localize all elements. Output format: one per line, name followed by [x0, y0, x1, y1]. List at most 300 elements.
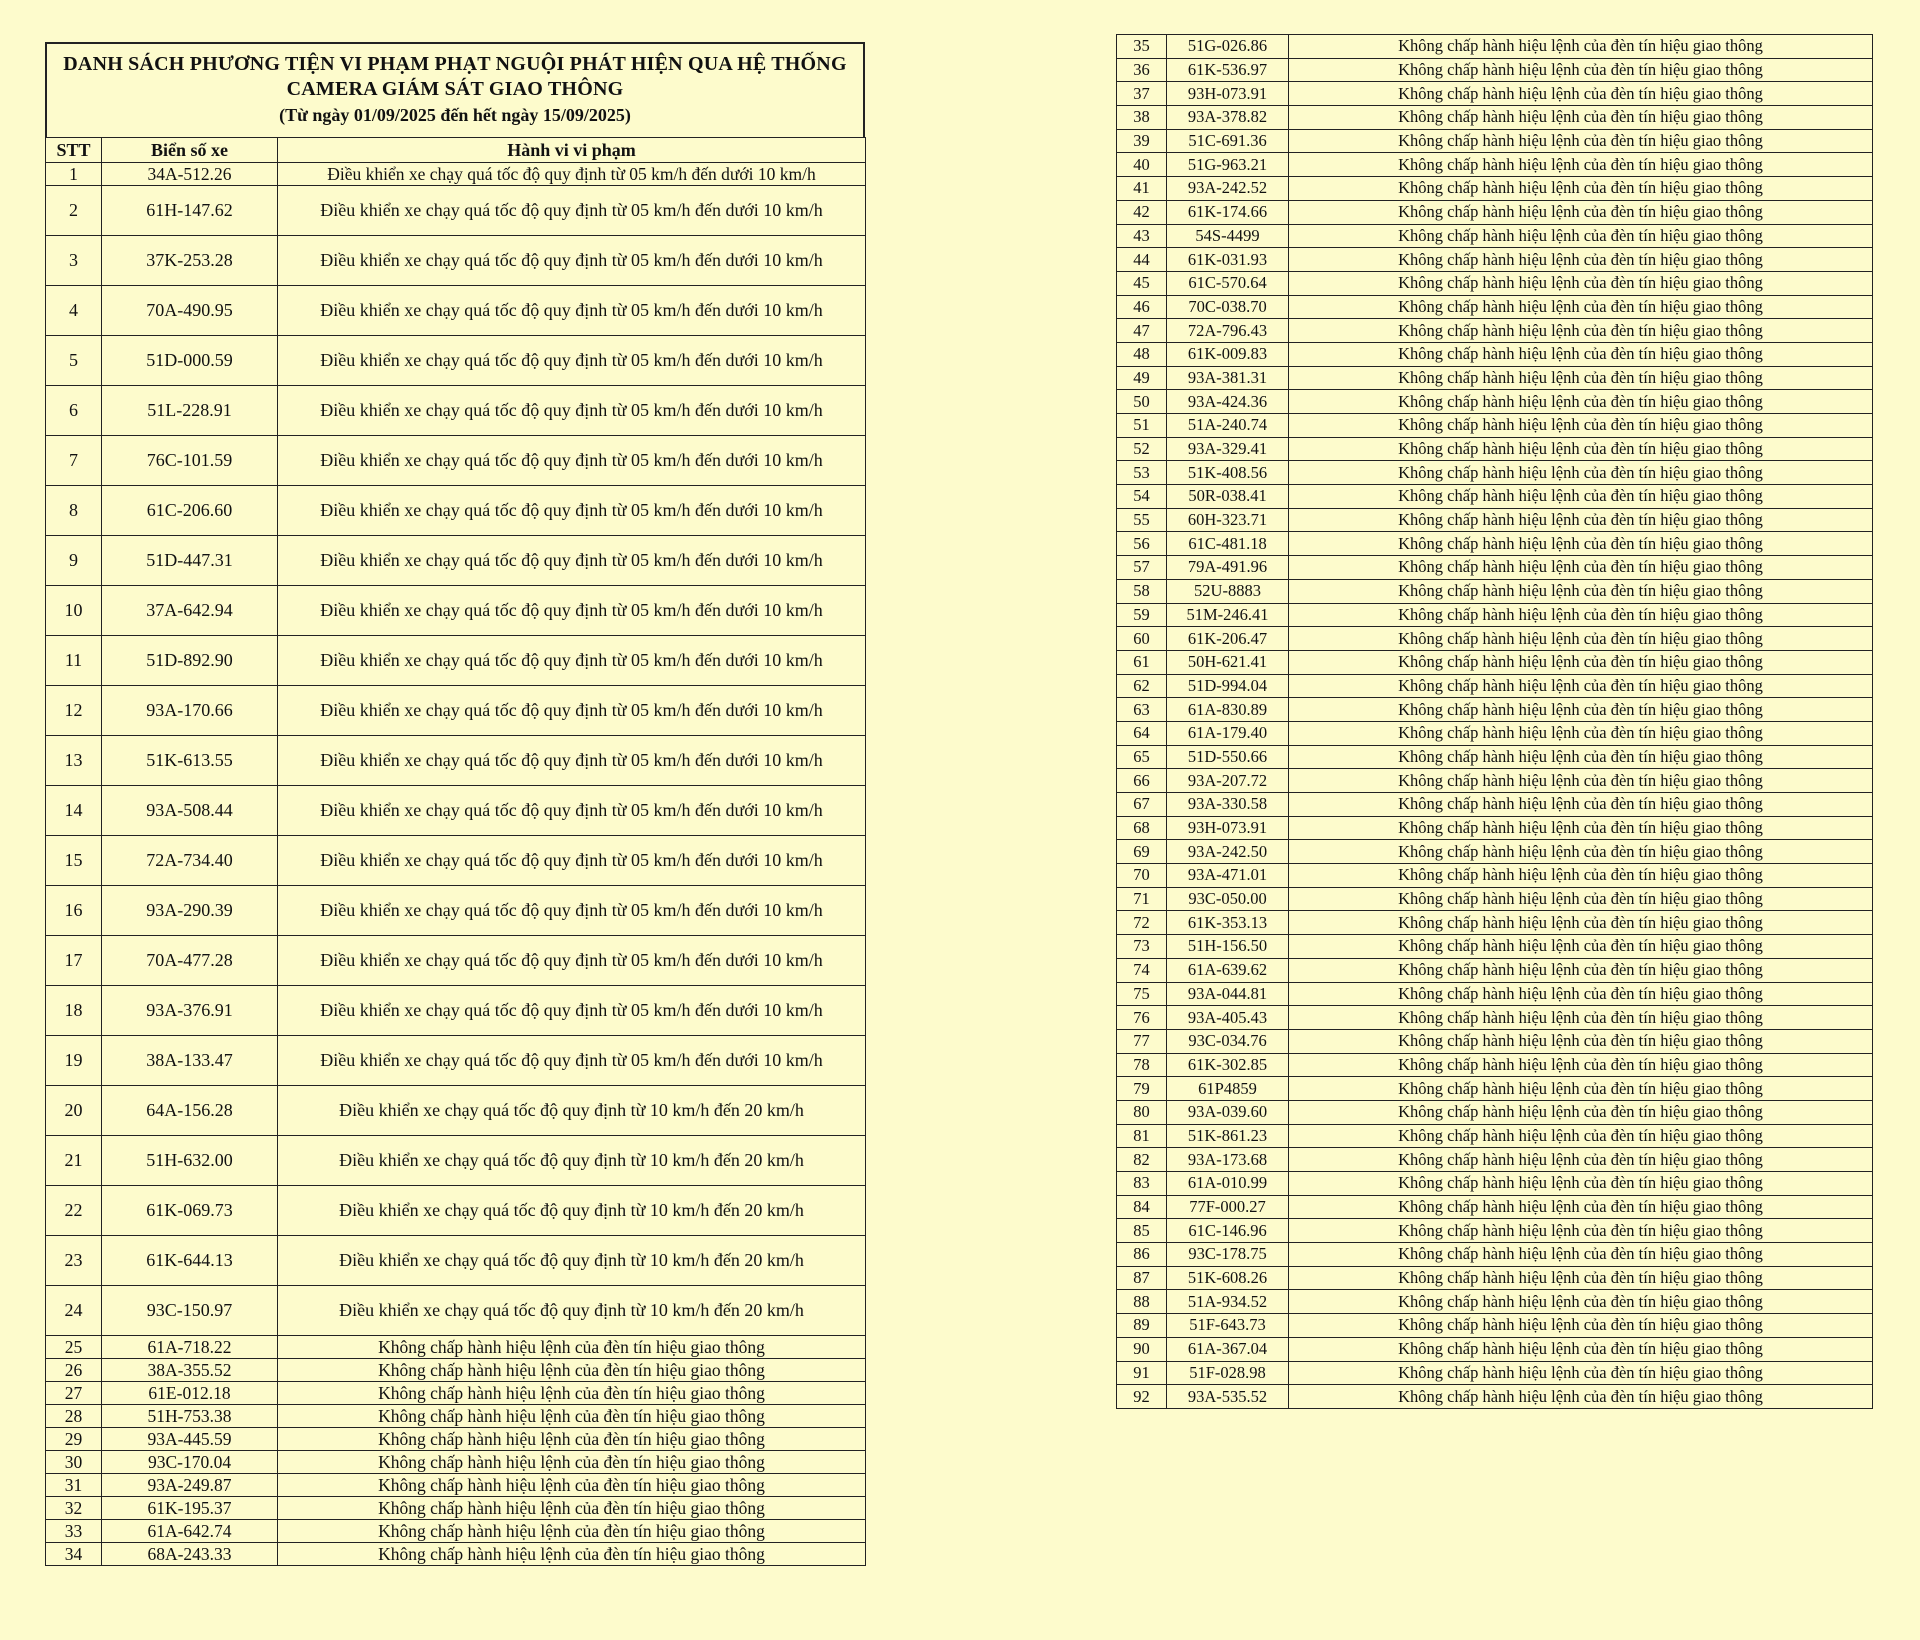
row-plate-cell: 51K-613.55	[102, 736, 278, 786]
row-violation-cell: Không chấp hành hiệu lệnh của đèn tín hiệu giao thông	[1289, 1124, 1873, 1148]
table-row	[46, 1286, 866, 1336]
table-row	[1117, 935, 1873, 959]
row-plate-cell: 93H-073.91	[1167, 816, 1289, 840]
row-violation-cell: Không chấp hành hiệu lệnh của đèn tín hiệu giao thông	[1289, 982, 1873, 1006]
row-violation-cell: Điều khiển xe chạy quá tốc độ quy định từ 05 km/h đến dưới 10 km/h	[278, 163, 866, 186]
row-plate-cell: 61K-174.66	[1167, 200, 1289, 224]
row-stt-cell: 48	[1117, 342, 1167, 366]
row-plate-cell: 51D-447.31	[102, 536, 278, 586]
row-stt-cell: 35	[1117, 35, 1167, 59]
document-title-line-1: DANH SÁCH PHƯƠNG TIỆN VI PHẠM PHẠT NGUỘI PHÁT HIỆN QUA HỆ THỐNG	[63, 53, 847, 75]
table-row	[1117, 153, 1873, 177]
row-plate-cell: 50R-038.41	[1167, 485, 1289, 509]
table-row	[46, 636, 866, 686]
row-violation-cell: Không chấp hành hiệu lệnh của đèn tín hiệu giao thông	[1289, 1243, 1873, 1267]
row-stt-cell: 45	[1117, 271, 1167, 295]
table-row	[1117, 1077, 1873, 1101]
table-row	[1117, 1361, 1873, 1385]
table-row	[1117, 627, 1873, 651]
row-stt-cell: 8	[46, 486, 102, 536]
row-violation-cell: Điều khiển xe chạy quá tốc độ quy định từ 10 km/h đến 20 km/h	[278, 1236, 866, 1286]
table-row	[46, 1451, 866, 1474]
row-violation-cell: Không chấp hành hiệu lệnh của đèn tín hiệu giao thông	[1289, 579, 1873, 603]
table-row	[1117, 295, 1873, 319]
row-violation-cell: Không chấp hành hiệu lệnh của đèn tín hiệu giao thông	[1289, 1077, 1873, 1101]
row-stt-cell: 6	[46, 386, 102, 436]
row-stt-cell: 17	[46, 936, 102, 986]
table-row	[1117, 461, 1873, 485]
table-row	[1117, 177, 1873, 201]
table-row	[46, 686, 866, 736]
row-stt-cell: 44	[1117, 248, 1167, 272]
table-row	[1117, 200, 1873, 224]
table-row	[1117, 1385, 1873, 1409]
row-stt-cell: 51	[1117, 414, 1167, 438]
row-stt-cell: 27	[46, 1382, 102, 1405]
row-violation-cell: Không chấp hành hiệu lệnh của đèn tín hiệu giao thông	[1289, 153, 1873, 177]
row-stt-cell: 36	[1117, 58, 1167, 82]
row-violation-cell: Không chấp hành hiệu lệnh của đèn tín hiệu giao thông	[1289, 248, 1873, 272]
table-row	[1117, 1243, 1873, 1267]
row-violation-cell: Không chấp hành hiệu lệnh của đèn tín hiệu giao thông	[1289, 58, 1873, 82]
row-plate-cell: 51M-246.41	[1167, 603, 1289, 627]
table-header-row	[46, 138, 866, 163]
row-plate-cell: 70C-038.70	[1167, 295, 1289, 319]
table-row	[46, 1474, 866, 1497]
row-violation-cell: Không chấp hành hiệu lệnh của đèn tín hiệu giao thông	[1289, 958, 1873, 982]
row-violation-cell: Không chấp hành hiệu lệnh của đèn tín hiệu giao thông	[1289, 224, 1873, 248]
table-row	[1117, 1100, 1873, 1124]
row-stt-cell: 73	[1117, 935, 1167, 959]
row-stt-cell: 28	[46, 1405, 102, 1428]
row-plate-cell: 93A-242.50	[1167, 840, 1289, 864]
row-stt-cell: 87	[1117, 1266, 1167, 1290]
row-plate-cell: 70A-477.28	[102, 936, 278, 986]
row-stt-cell: 88	[1117, 1290, 1167, 1314]
row-plate-cell: 61K-353.13	[1167, 911, 1289, 935]
table-row	[1117, 82, 1873, 106]
table-row	[46, 586, 866, 636]
row-plate-cell: 93A-445.59	[102, 1428, 278, 1451]
row-plate-cell: 93A-471.01	[1167, 864, 1289, 888]
table-row	[46, 1136, 866, 1186]
table-row	[1117, 982, 1873, 1006]
table-row	[1117, 437, 1873, 461]
row-violation-cell: Không chấp hành hiệu lệnh của đèn tín hiệu giao thông	[1289, 1219, 1873, 1243]
row-violation-cell: Không chấp hành hiệu lệnh của đèn tín hiệu giao thông	[1289, 1029, 1873, 1053]
row-stt-cell: 53	[1117, 461, 1167, 485]
row-violation-cell: Không chấp hành hiệu lệnh của đèn tín hiệu giao thông	[1289, 485, 1873, 509]
row-plate-cell: 93A-329.41	[1167, 437, 1289, 461]
row-stt-cell: 5	[46, 336, 102, 386]
row-violation-cell: Điều khiển xe chạy quá tốc độ quy định từ 05 km/h đến dưới 10 km/h	[278, 436, 866, 486]
table-row	[46, 1497, 866, 1520]
row-violation-cell: Điều khiển xe chạy quá tốc độ quy định từ 05 km/h đến dưới 10 km/h	[278, 286, 866, 336]
row-stt-cell: 30	[46, 1451, 102, 1474]
row-stt-cell: 61	[1117, 650, 1167, 674]
row-violation-cell: Không chấp hành hiệu lệnh của đèn tín hiệu giao thông	[1289, 1100, 1873, 1124]
row-violation-cell: Không chấp hành hiệu lệnh của đèn tín hiệu giao thông	[1289, 177, 1873, 201]
row-stt-cell: 84	[1117, 1195, 1167, 1219]
table-row	[1117, 603, 1873, 627]
row-plate-cell: 61K-009.83	[1167, 342, 1289, 366]
row-stt-cell: 64	[1117, 721, 1167, 745]
row-stt-cell: 63	[1117, 698, 1167, 722]
row-stt-cell: 34	[46, 1543, 102, 1566]
table-row	[46, 336, 866, 386]
row-stt-cell: 77	[1117, 1029, 1167, 1053]
row-plate-cell: 51A-934.52	[1167, 1290, 1289, 1314]
row-stt-cell: 80	[1117, 1100, 1167, 1124]
row-plate-cell: 51H-632.00	[102, 1136, 278, 1186]
row-plate-cell: 37A-642.94	[102, 586, 278, 636]
row-stt-cell: 41	[1117, 177, 1167, 201]
row-stt-cell: 50	[1117, 390, 1167, 414]
row-plate-cell: 93A-290.39	[102, 886, 278, 936]
row-stt-cell: 89	[1117, 1314, 1167, 1338]
row-plate-cell: 51F-028.98	[1167, 1361, 1289, 1385]
row-plate-cell: 51C-691.36	[1167, 129, 1289, 153]
row-stt-cell: 39	[1117, 129, 1167, 153]
row-plate-cell: 61K-302.85	[1167, 1053, 1289, 1077]
table-row	[1117, 532, 1873, 556]
row-plate-cell: 60H-323.71	[1167, 508, 1289, 532]
row-stt-cell: 40	[1117, 153, 1167, 177]
row-plate-cell: 51K-408.56	[1167, 461, 1289, 485]
row-violation-cell: Không chấp hành hiệu lệnh của đèn tín hiệu giao thông	[1289, 721, 1873, 745]
row-violation-cell: Không chấp hành hiệu lệnh của đèn tín hiệu giao thông	[1289, 461, 1873, 485]
row-plate-cell: 37K-253.28	[102, 236, 278, 286]
table-row	[46, 1428, 866, 1451]
row-plate-cell: 51A-240.74	[1167, 414, 1289, 438]
row-violation-cell: Điều khiển xe chạy quá tốc độ quy định từ 05 km/h đến dưới 10 km/h	[278, 736, 866, 786]
row-violation-cell: Không chấp hành hiệu lệnh của đèn tín hiệu giao thông	[1289, 911, 1873, 935]
row-stt-cell: 78	[1117, 1053, 1167, 1077]
row-violation-cell: Không chấp hành hiệu lệnh của đèn tín hiệu giao thông	[1289, 840, 1873, 864]
table-row	[46, 1186, 866, 1236]
row-violation-cell: Không chấp hành hiệu lệnh của đèn tín hiệu giao thông	[1289, 745, 1873, 769]
row-violation-cell: Không chấp hành hiệu lệnh của đèn tín hiệu giao thông	[278, 1359, 866, 1382]
row-stt-cell: 24	[46, 1286, 102, 1336]
row-violation-cell: Không chấp hành hiệu lệnh của đèn tín hiệu giao thông	[1289, 650, 1873, 674]
row-violation-cell: Không chấp hành hiệu lệnh của đèn tín hiệu giao thông	[1289, 556, 1873, 580]
row-stt-cell: 76	[1117, 1006, 1167, 1030]
table-row	[1117, 58, 1873, 82]
table-row	[1117, 248, 1873, 272]
left-section	[45, 42, 865, 1566]
table-row	[46, 1520, 866, 1543]
row-plate-cell: 51F-643.73	[1167, 1314, 1289, 1338]
row-violation-cell: Không chấp hành hiệu lệnh của đèn tín hiệu giao thông	[278, 1382, 866, 1405]
row-plate-cell: 76C-101.59	[102, 436, 278, 486]
row-violation-cell: Điều khiển xe chạy quá tốc độ quy định từ 05 km/h đến dưới 10 km/h	[278, 886, 866, 936]
row-stt-cell: 83	[1117, 1172, 1167, 1196]
row-plate-cell: 77F-000.27	[1167, 1195, 1289, 1219]
row-stt-cell: 62	[1117, 674, 1167, 698]
table-row	[46, 1336, 866, 1359]
row-plate-cell: 51D-892.90	[102, 636, 278, 686]
row-plate-cell: 93A-173.68	[1167, 1148, 1289, 1172]
table-row	[1117, 864, 1873, 888]
table-row	[1117, 1006, 1873, 1030]
table-row	[1117, 840, 1873, 864]
table-row	[46, 1359, 866, 1382]
row-stt-cell: 82	[1117, 1148, 1167, 1172]
row-plate-cell: 93C-150.97	[102, 1286, 278, 1336]
row-plate-cell: 61E-012.18	[102, 1382, 278, 1405]
row-plate-cell: 93A-170.66	[102, 686, 278, 736]
table-row	[46, 936, 866, 986]
row-plate-cell: 61C-570.64	[1167, 271, 1289, 295]
row-plate-cell: 93C-050.00	[1167, 887, 1289, 911]
row-stt-cell: 25	[46, 1336, 102, 1359]
table-row	[1117, 366, 1873, 390]
row-plate-cell: 34A-512.26	[102, 163, 278, 186]
violations-table-right	[1116, 34, 1873, 1409]
row-stt-cell: 13	[46, 736, 102, 786]
row-stt-cell: 71	[1117, 887, 1167, 911]
table-row	[1117, 129, 1873, 153]
row-plate-cell: 51D-994.04	[1167, 674, 1289, 698]
table-row	[1117, 579, 1873, 603]
table-row	[1117, 1148, 1873, 1172]
row-violation-cell: Không chấp hành hiệu lệnh của đèn tín hiệu giao thông	[1289, 816, 1873, 840]
row-stt-cell: 52	[1117, 437, 1167, 461]
table-row	[46, 986, 866, 1036]
row-plate-cell: 64A-156.28	[102, 1086, 278, 1136]
table-row	[1117, 508, 1873, 532]
row-violation-cell: Điều khiển xe chạy quá tốc độ quy định từ 05 km/h đến dưới 10 km/h	[278, 786, 866, 836]
table-row	[46, 786, 866, 836]
row-stt-cell: 37	[1117, 82, 1167, 106]
row-violation-cell: Không chấp hành hiệu lệnh của đèn tín hiệu giao thông	[1289, 414, 1873, 438]
table-row	[1117, 887, 1873, 911]
header-plate: Biển số xe	[102, 138, 278, 163]
row-violation-cell: Điều khiển xe chạy quá tốc độ quy định từ 05 km/h đến dưới 10 km/h	[278, 686, 866, 736]
row-plate-cell: 61A-367.04	[1167, 1337, 1289, 1361]
row-violation-cell: Điều khiển xe chạy quá tốc độ quy định từ 05 km/h đến dưới 10 km/h	[278, 836, 866, 886]
right-table-body	[1117, 35, 1873, 1409]
row-stt-cell: 14	[46, 786, 102, 836]
row-stt-cell: 55	[1117, 508, 1167, 532]
table-row	[1117, 816, 1873, 840]
row-violation-cell: Không chấp hành hiệu lệnh của đèn tín hiệu giao thông	[1289, 1266, 1873, 1290]
table-row	[46, 1382, 866, 1405]
table-row	[46, 236, 866, 286]
row-stt-cell: 21	[46, 1136, 102, 1186]
row-stt-cell: 33	[46, 1520, 102, 1543]
table-row	[46, 536, 866, 586]
row-violation-cell: Không chấp hành hiệu lệnh của đèn tín hiệu giao thông	[278, 1543, 866, 1566]
row-plate-cell: 93A-508.44	[102, 786, 278, 836]
row-plate-cell: 93A-378.82	[1167, 106, 1289, 130]
row-violation-cell: Không chấp hành hiệu lệnh của đèn tín hiệu giao thông	[1289, 1006, 1873, 1030]
table-row	[1117, 674, 1873, 698]
row-plate-cell: 52U-8883	[1167, 579, 1289, 603]
row-violation-cell: Không chấp hành hiệu lệnh của đèn tín hiệu giao thông	[1289, 106, 1873, 130]
row-stt-cell: 3	[46, 236, 102, 286]
row-plate-cell: 93A-330.58	[1167, 793, 1289, 817]
row-violation-cell: Không chấp hành hiệu lệnh của đèn tín hiệu giao thông	[1289, 532, 1873, 556]
row-plate-cell: 50H-621.41	[1167, 650, 1289, 674]
row-stt-cell: 46	[1117, 295, 1167, 319]
row-stt-cell: 54	[1117, 485, 1167, 509]
table-row	[1117, 1195, 1873, 1219]
row-violation-cell: Không chấp hành hiệu lệnh của đèn tín hiệu giao thông	[1289, 887, 1873, 911]
row-plate-cell: 61C-146.96	[1167, 1219, 1289, 1243]
row-plate-cell: 61P4859	[1167, 1077, 1289, 1101]
row-stt-cell: 22	[46, 1186, 102, 1236]
row-plate-cell: 51H-156.50	[1167, 935, 1289, 959]
row-violation-cell: Không chấp hành hiệu lệnh của đèn tín hiệu giao thông	[1289, 1172, 1873, 1196]
row-plate-cell: 38A-133.47	[102, 1036, 278, 1086]
row-plate-cell: 54S-4499	[1167, 224, 1289, 248]
table-row	[1117, 650, 1873, 674]
row-plate-cell: 93C-178.75	[1167, 1243, 1289, 1267]
row-plate-cell: 38A-355.52	[102, 1359, 278, 1382]
row-plate-cell: 93A-242.52	[1167, 177, 1289, 201]
row-plate-cell: 61C-481.18	[1167, 532, 1289, 556]
row-violation-cell: Không chấp hành hiệu lệnh của đèn tín hiệu giao thông	[278, 1428, 866, 1451]
table-row	[46, 1405, 866, 1428]
row-violation-cell: Không chấp hành hiệu lệnh của đèn tín hiệu giao thông	[1289, 390, 1873, 414]
row-plate-cell: 61A-642.74	[102, 1520, 278, 1543]
table-row	[1117, 1053, 1873, 1077]
row-plate-cell: 93A-381.31	[1167, 366, 1289, 390]
row-stt-cell: 92	[1117, 1385, 1167, 1409]
row-plate-cell: 72A-734.40	[102, 836, 278, 886]
row-stt-cell: 10	[46, 586, 102, 636]
table-row	[1117, 414, 1873, 438]
row-stt-cell: 20	[46, 1086, 102, 1136]
row-plate-cell: 61K-644.13	[102, 1236, 278, 1286]
row-violation-cell: Không chấp hành hiệu lệnh của đèn tín hiệu giao thông	[1289, 295, 1873, 319]
row-violation-cell: Không chấp hành hiệu lệnh của đèn tín hiệu giao thông	[1289, 342, 1873, 366]
row-violation-cell: Không chấp hành hiệu lệnh của đèn tín hiệu giao thông	[278, 1520, 866, 1543]
row-violation-cell: Không chấp hành hiệu lệnh của đèn tín hiệu giao thông	[278, 1474, 866, 1497]
table-row	[46, 286, 866, 336]
row-violation-cell: Không chấp hành hiệu lệnh của đèn tín hiệu giao thông	[1289, 200, 1873, 224]
row-plate-cell: 93C-034.76	[1167, 1029, 1289, 1053]
row-stt-cell: 47	[1117, 319, 1167, 343]
row-violation-cell: Điều khiển xe chạy quá tốc độ quy định từ 10 km/h đến 20 km/h	[278, 1086, 866, 1136]
row-violation-cell: Không chấp hành hiệu lệnh của đèn tín hiệu giao thông	[278, 1497, 866, 1520]
row-stt-cell: 66	[1117, 769, 1167, 793]
table-row	[46, 1086, 866, 1136]
row-plate-cell: 51D-550.66	[1167, 745, 1289, 769]
table-row	[46, 1036, 866, 1086]
row-stt-cell: 23	[46, 1236, 102, 1286]
table-row	[1117, 698, 1873, 722]
row-stt-cell: 26	[46, 1359, 102, 1382]
row-plate-cell: 61A-010.99	[1167, 1172, 1289, 1196]
row-stt-cell: 70	[1117, 864, 1167, 888]
row-violation-cell: Điều khiển xe chạy quá tốc độ quy định từ 05 km/h đến dưới 10 km/h	[278, 636, 866, 686]
row-plate-cell: 93A-535.52	[1167, 1385, 1289, 1409]
row-violation-cell: Không chấp hành hiệu lệnh của đèn tín hiệu giao thông	[1289, 1337, 1873, 1361]
row-violation-cell: Điều khiển xe chạy quá tốc độ quy định từ 05 km/h đến dưới 10 km/h	[278, 586, 866, 636]
row-plate-cell: 61A-639.62	[1167, 958, 1289, 982]
table-row	[1117, 556, 1873, 580]
row-violation-cell: Không chấp hành hiệu lệnh của đèn tín hiệu giao thông	[1289, 864, 1873, 888]
row-stt-cell: 67	[1117, 793, 1167, 817]
row-stt-cell: 4	[46, 286, 102, 336]
row-violation-cell: Điều khiển xe chạy quá tốc độ quy định từ 05 km/h đến dưới 10 km/h	[278, 486, 866, 536]
row-stt-cell: 31	[46, 1474, 102, 1497]
table-row	[1117, 390, 1873, 414]
table-row	[1117, 1124, 1873, 1148]
row-stt-cell: 18	[46, 986, 102, 1036]
row-violation-cell: Không chấp hành hiệu lệnh của đèn tín hiệu giao thông	[1289, 271, 1873, 295]
table-row	[1117, 911, 1873, 935]
row-plate-cell: 70A-490.95	[102, 286, 278, 336]
table-row	[1117, 1219, 1873, 1243]
header-stt: STT	[46, 138, 102, 163]
row-stt-cell: 16	[46, 886, 102, 936]
row-plate-cell: 93A-044.81	[1167, 982, 1289, 1006]
row-violation-cell: Điều khiển xe chạy quá tốc độ quy định từ 05 km/h đến dưới 10 km/h	[278, 536, 866, 586]
row-stt-cell: 9	[46, 536, 102, 586]
row-plate-cell: 61A-830.89	[1167, 698, 1289, 722]
row-stt-cell: 59	[1117, 603, 1167, 627]
row-violation-cell: Không chấp hành hiệu lệnh của đèn tín hiệu giao thông	[1289, 1290, 1873, 1314]
row-stt-cell: 49	[1117, 366, 1167, 390]
row-stt-cell: 42	[1117, 200, 1167, 224]
row-violation-cell: Điều khiển xe chạy quá tốc độ quy định từ 05 km/h đến dưới 10 km/h	[278, 186, 866, 236]
row-plate-cell: 68A-243.33	[102, 1543, 278, 1566]
row-plate-cell: 51G-026.86	[1167, 35, 1289, 59]
document-date-range: (Từ ngày 01/09/2025 đến hết ngày 15/09/2025)	[279, 105, 631, 125]
row-plate-cell: 93A-249.87	[102, 1474, 278, 1497]
row-violation-cell: Không chấp hành hiệu lệnh của đèn tín hiệu giao thông	[1289, 508, 1873, 532]
row-violation-cell: Không chấp hành hiệu lệnh của đèn tín hiệu giao thông	[1289, 129, 1873, 153]
table-row	[1117, 958, 1873, 982]
table-row	[1117, 224, 1873, 248]
row-stt-cell: 12	[46, 686, 102, 736]
row-violation-cell: Không chấp hành hiệu lệnh của đèn tín hiệu giao thông	[1289, 698, 1873, 722]
table-row	[1117, 721, 1873, 745]
row-plate-cell: 61H-147.62	[102, 186, 278, 236]
row-violation-cell: Không chấp hành hiệu lệnh của đèn tín hiệu giao thông	[1289, 674, 1873, 698]
row-plate-cell: 93A-039.60	[1167, 1100, 1289, 1124]
row-stt-cell: 85	[1117, 1219, 1167, 1243]
row-violation-cell: Điều khiển xe chạy quá tốc độ quy định từ 05 km/h đến dưới 10 km/h	[278, 236, 866, 286]
table-row	[1117, 319, 1873, 343]
row-stt-cell: 38	[1117, 106, 1167, 130]
table-row	[46, 386, 866, 436]
row-stt-cell: 68	[1117, 816, 1167, 840]
table-row	[46, 886, 866, 936]
row-stt-cell: 81	[1117, 1124, 1167, 1148]
row-violation-cell: Không chấp hành hiệu lệnh của đèn tín hiệu giao thông	[278, 1405, 866, 1428]
row-plate-cell: 61A-179.40	[1167, 721, 1289, 745]
row-stt-cell: 86	[1117, 1243, 1167, 1267]
row-violation-cell: Điều khiển xe chạy quá tốc độ quy định từ 05 km/h đến dưới 10 km/h	[278, 986, 866, 1036]
row-plate-cell: 79A-491.96	[1167, 556, 1289, 580]
row-stt-cell: 65	[1117, 745, 1167, 769]
table-row	[46, 836, 866, 886]
row-violation-cell: Điều khiển xe chạy quá tốc độ quy định từ 10 km/h đến 20 km/h	[278, 1136, 866, 1186]
row-violation-cell: Không chấp hành hiệu lệnh của đèn tín hiệu giao thông	[1289, 603, 1873, 627]
row-plate-cell: 61K-069.73	[102, 1186, 278, 1236]
header-violation: Hành vi vi phạm	[278, 138, 866, 163]
violations-table-left	[45, 137, 866, 1566]
row-plate-cell: 51G-963.21	[1167, 153, 1289, 177]
row-violation-cell: Không chấp hành hiệu lệnh của đèn tín hiệu giao thông	[1289, 1314, 1873, 1338]
row-stt-cell: 74	[1117, 958, 1167, 982]
row-stt-cell: 60	[1117, 627, 1167, 651]
table-row	[46, 486, 866, 536]
